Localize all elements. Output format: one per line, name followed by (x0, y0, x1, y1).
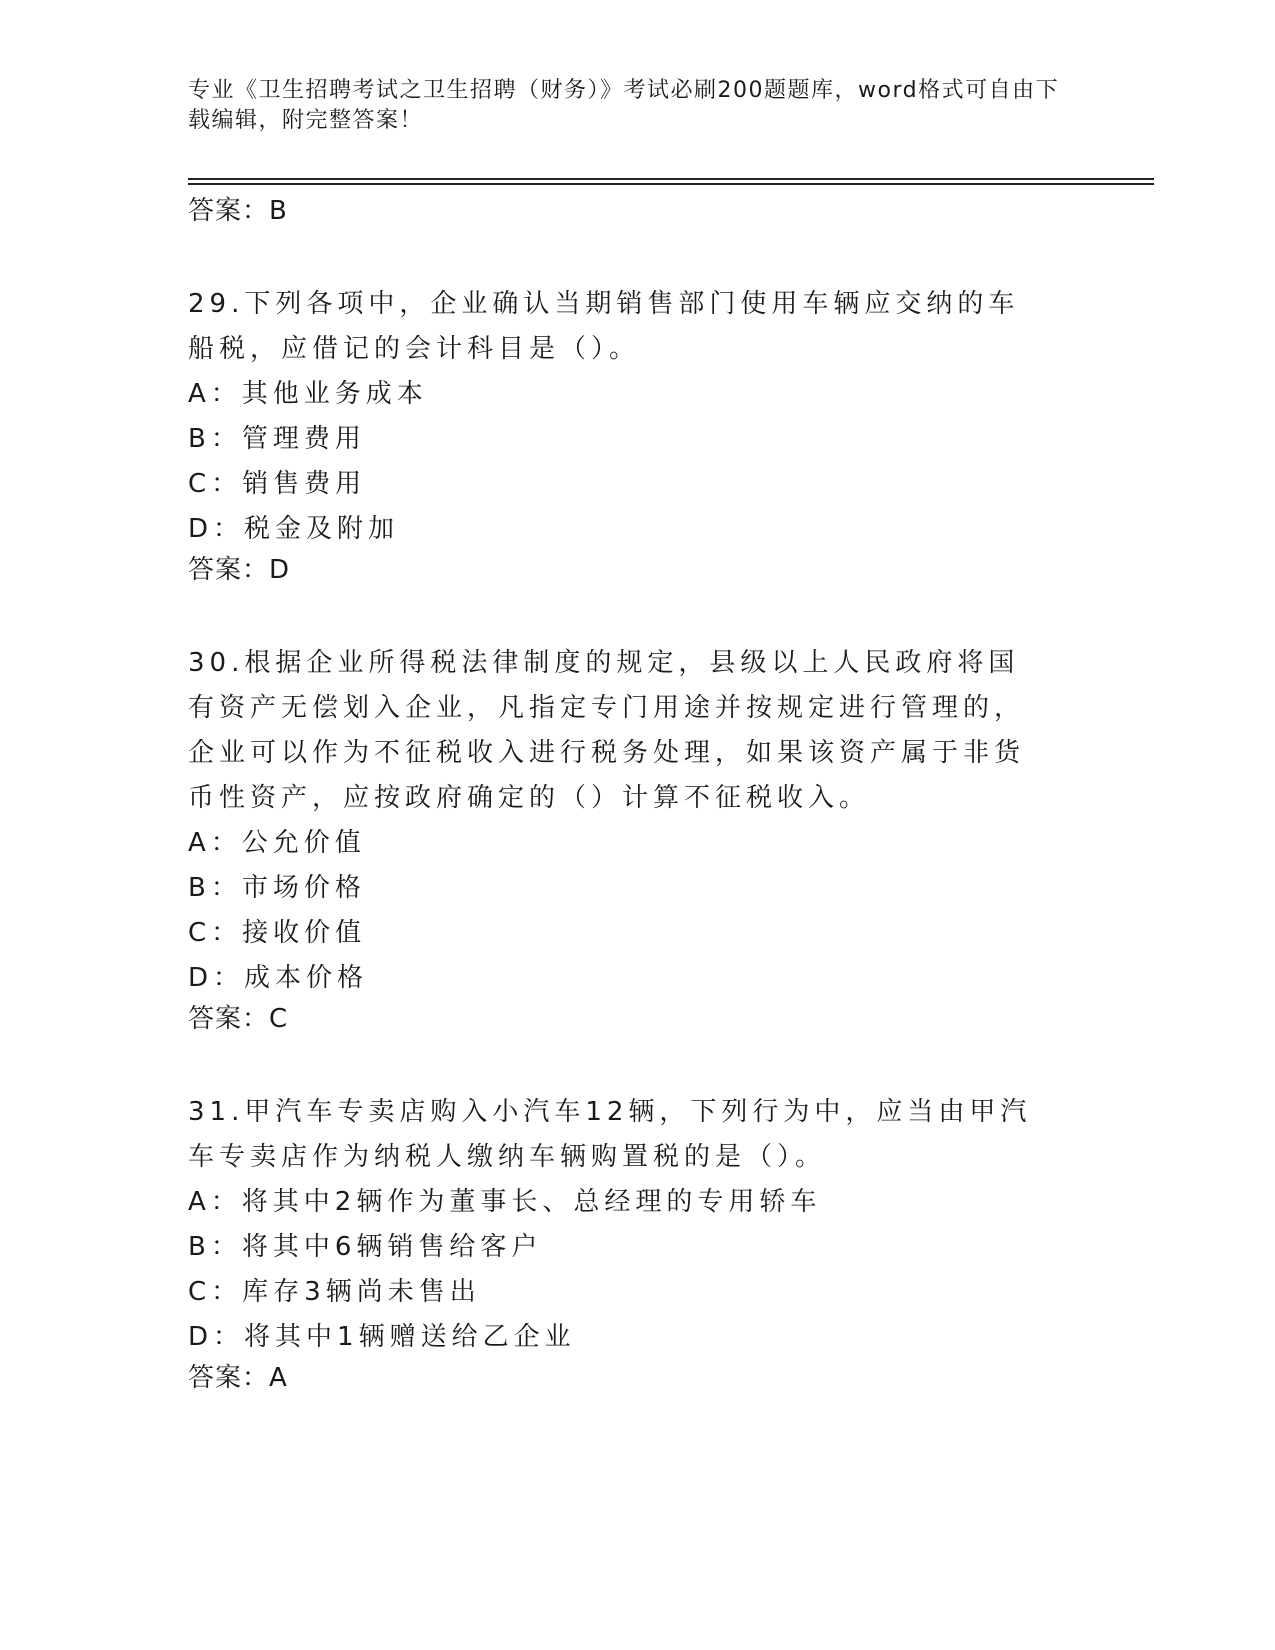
option-b: B：管理费用 (188, 424, 366, 454)
question-list (188, 193, 1088, 1396)
option-b: B：市场价格 (188, 873, 366, 903)
option-c: C：销售费用 (188, 469, 367, 499)
question-block (188, 1090, 1088, 1396)
question-block (188, 282, 1088, 588)
question-stem: 29.下列各项中，企业确认当期销售部门使用车辆应交纳的车船税，应借记的会计科目是（）。 (188, 289, 1020, 364)
header-rule-top (188, 178, 1154, 180)
question-stem: 31.甲汽车专卖店购入小汽车12辆，下列行为中，应当由甲汽车专卖店作为纳税人缴纳车辆购置税的是（）。 (188, 1097, 1032, 1172)
option-a: A：其他业务成本 (188, 379, 428, 409)
option-b: B：将其中6辆销售给客户 (188, 1232, 543, 1262)
previous-answer: 答案：B (188, 196, 288, 226)
option-c: C：库存3辆尚未售出 (188, 1277, 481, 1307)
question-answer: 答案：C (188, 1004, 289, 1034)
option-d: D：成本价格 (188, 963, 369, 993)
option-d: D：税金及附加 (188, 514, 400, 544)
option-d: D：将其中1辆赠送给乙企业 (188, 1322, 576, 1352)
option-a: A：将其中2辆作为董事长、总经理的专用轿车 (188, 1187, 822, 1217)
question-answer: 答案：D (188, 555, 291, 585)
document-header: 专业《卫生招聘考试之卫生招聘（财务）》考试必刷200题题库，word格式可自由下载编辑，附完整答案！ (188, 78, 1060, 133)
question-stem: 30.根据企业所得税法律制度的规定，县级以上人民政府将国有资产无偿划入企业，凡指定专门用途并按规定进行管理的，企业可以作为不征税收入进行税务处理，如果该资产属于非货币性资产，应按政府确定的（）计算不征税收入。 (188, 648, 1026, 813)
question-block (188, 641, 1088, 1037)
option-c: C：接收价值 (188, 918, 367, 948)
header-rule-bottom (188, 183, 1154, 185)
option-a: A：公允价值 (188, 828, 366, 858)
question-answer: 答案：A (188, 1363, 288, 1393)
